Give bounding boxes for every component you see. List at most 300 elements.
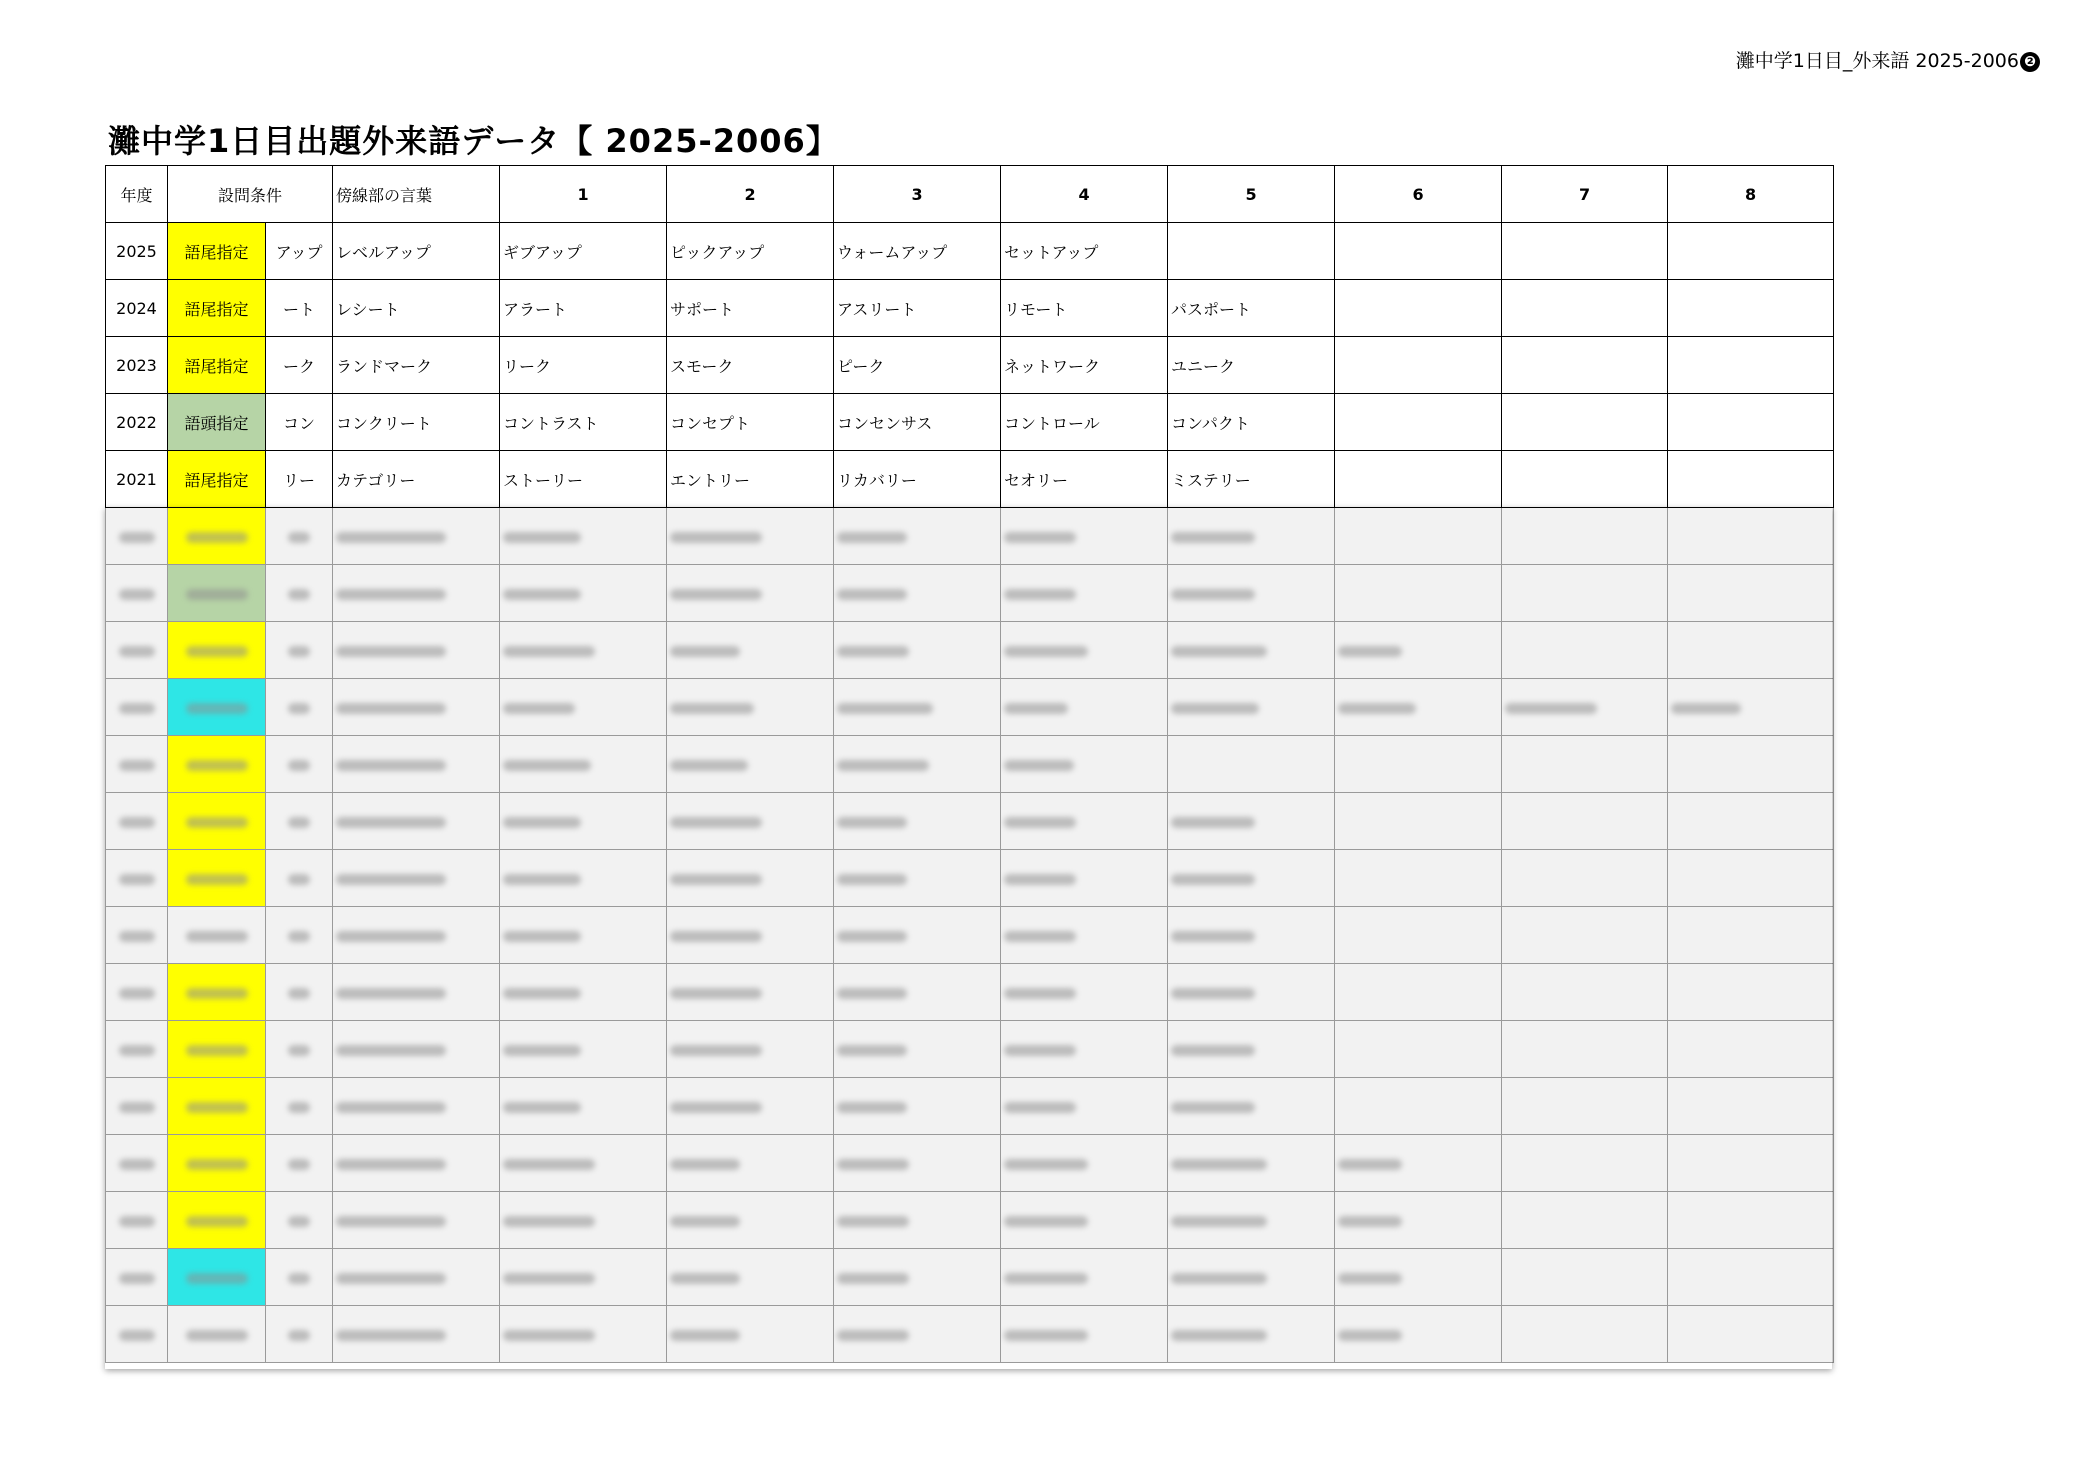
- blurred-text: [336, 532, 446, 543]
- vocabulary-table: [105, 165, 1834, 1363]
- answer-cell-4: [1001, 907, 1168, 964]
- answer-cell-8: [1668, 736, 1834, 793]
- blurred-text: [1004, 874, 1076, 885]
- blurred-text: [503, 1045, 581, 1056]
- answer-cell-7: [1502, 1249, 1668, 1306]
- answer-cell-2: [667, 850, 834, 907]
- blurred-text: [288, 1045, 310, 1056]
- header-col-7: 7: [1502, 166, 1668, 223]
- answer-cell-1: リーク: [500, 337, 667, 394]
- blurred-text: [1004, 1216, 1088, 1227]
- answer-cell-3: [834, 622, 1001, 679]
- answer-cell-2: コンセプト: [667, 394, 834, 451]
- answer-cell-4: [1001, 1192, 1168, 1249]
- answer-cell-2: [667, 793, 834, 850]
- answer-cell-2: [667, 1192, 834, 1249]
- blurred-table-row: [106, 1249, 1834, 1306]
- year-cell: [106, 1306, 168, 1363]
- condition-cell: [168, 1192, 266, 1249]
- answer-cell-1: [500, 1306, 667, 1363]
- condition-cell: [168, 850, 266, 907]
- answer-cell-3: [834, 1192, 1001, 1249]
- answer-cell-5: [1168, 508, 1335, 565]
- condition-cell: [168, 1021, 266, 1078]
- blurred-text: [1171, 703, 1259, 714]
- answer-cell-3: リカバリー: [834, 451, 1001, 508]
- answer-cell-4: ネットワーク: [1001, 337, 1168, 394]
- answer-cell-5: [1168, 1078, 1335, 1135]
- answer-cell-4: リモート: [1001, 280, 1168, 337]
- answer-cell-4: [1001, 1249, 1168, 1306]
- blurred-text: [837, 1330, 909, 1341]
- answer-cell-6: [1335, 394, 1502, 451]
- answer-cell-7: [1502, 337, 1668, 394]
- blurred-text: [670, 1330, 740, 1341]
- blurred-text: [336, 874, 446, 885]
- answer-cell-6: [1335, 622, 1502, 679]
- blurred-text: [1671, 703, 1741, 714]
- answer-cell-5: [1168, 1249, 1335, 1306]
- answer-cell-6: [1335, 964, 1502, 1021]
- blurred-text: [503, 532, 581, 543]
- answer-cell-7: [1502, 1021, 1668, 1078]
- blurred-text: [186, 589, 248, 600]
- answer-cell-4: [1001, 964, 1168, 1021]
- answer-cell-3: [834, 1135, 1001, 1192]
- blurred-text: [119, 1216, 155, 1227]
- answer-cell-5: [1168, 1192, 1335, 1249]
- blurred-text: [119, 589, 155, 600]
- answer-cell-5: [1168, 850, 1335, 907]
- key-cell: ーク: [266, 337, 333, 394]
- answer-cell-1: [500, 565, 667, 622]
- blurred-text: [288, 931, 310, 942]
- blurred-table-row: [106, 1135, 1834, 1192]
- blurred-text: [670, 646, 740, 657]
- answer-cell-2: [667, 1078, 834, 1135]
- blurred-text: [1004, 589, 1076, 600]
- answer-cell-4: [1001, 793, 1168, 850]
- blurred-text: [288, 1159, 310, 1170]
- blurred-text: [503, 1102, 581, 1113]
- answer-cell-6: [1335, 337, 1502, 394]
- underlined-word-cell: カテゴリー: [333, 451, 500, 508]
- condition-cell: 語頭指定: [168, 394, 266, 451]
- blurred-text: [1004, 532, 1076, 543]
- answer-cell-7: [1502, 394, 1668, 451]
- blurred-text: [1004, 1102, 1076, 1113]
- condition-cell: [168, 508, 266, 565]
- blurred-text: [503, 646, 595, 657]
- underlined-word-cell: [333, 793, 500, 850]
- answer-cell-6: [1335, 1135, 1502, 1192]
- answer-cell-8: [1668, 1192, 1834, 1249]
- condition-cell: [168, 1306, 266, 1363]
- blurred-text: [186, 760, 248, 771]
- answer-cell-3: [834, 736, 1001, 793]
- blurred-text: [119, 817, 155, 828]
- blurred-text: [336, 1045, 446, 1056]
- table-row: [106, 394, 1834, 451]
- answer-cell-5: [1168, 736, 1335, 793]
- answer-cell-1: [500, 1249, 667, 1306]
- answer-cell-6: [1335, 850, 1502, 907]
- blurred-text: [670, 589, 762, 600]
- answer-cell-8: [1668, 679, 1834, 736]
- blurred-text: [837, 703, 933, 714]
- blurred-text: [186, 931, 248, 942]
- answer-cell-5: ユニーク: [1168, 337, 1335, 394]
- year-cell: [106, 1249, 168, 1306]
- key-cell: [266, 1249, 333, 1306]
- underlined-word-cell: [333, 1135, 500, 1192]
- answer-cell-5: [1168, 964, 1335, 1021]
- blurred-text: [336, 703, 446, 714]
- underlined-word-cell: [333, 1021, 500, 1078]
- blurred-table-row: [106, 736, 1834, 793]
- blurred-text: [1004, 703, 1068, 714]
- blurred-text: [837, 1102, 907, 1113]
- underlined-word-cell: [333, 850, 500, 907]
- answer-cell-5: [1168, 223, 1335, 280]
- year-cell: 2022: [106, 394, 168, 451]
- blurred-text: [503, 1216, 595, 1227]
- answer-cell-4: セットアップ: [1001, 223, 1168, 280]
- answer-cell-1: [500, 964, 667, 1021]
- answer-cell-2: [667, 1021, 834, 1078]
- blurred-text: [503, 817, 581, 828]
- answer-cell-5: コンパクト: [1168, 394, 1335, 451]
- blurred-text: [670, 532, 762, 543]
- answer-cell-1: コントラスト: [500, 394, 667, 451]
- answer-cell-6: [1335, 280, 1502, 337]
- answer-cell-6: [1335, 793, 1502, 850]
- table-row: [106, 223, 1834, 280]
- answer-cell-5: [1168, 1306, 1335, 1363]
- table-row: [106, 451, 1834, 508]
- answer-cell-7: [1502, 1192, 1668, 1249]
- blurred-text: [670, 1216, 740, 1227]
- blurred-text: [288, 703, 310, 714]
- year-cell: [106, 1135, 168, 1192]
- condition-cell: [168, 1135, 266, 1192]
- blurred-text: [336, 1273, 446, 1284]
- answer-cell-1: [500, 679, 667, 736]
- answer-cell-1: [500, 907, 667, 964]
- blurred-text: [1505, 703, 1597, 714]
- answer-cell-5: [1168, 1135, 1335, 1192]
- answer-cell-4: [1001, 1078, 1168, 1135]
- blurred-text: [288, 1273, 310, 1284]
- blurred-text: [1338, 1330, 1402, 1341]
- underlined-word-cell: [333, 679, 500, 736]
- condition-cell: 語尾指定: [168, 280, 266, 337]
- year-cell: [106, 565, 168, 622]
- answer-cell-5: [1168, 565, 1335, 622]
- underlined-word-cell: [333, 736, 500, 793]
- blurred-text: [1171, 1159, 1267, 1170]
- underlined-word-cell: [333, 1192, 500, 1249]
- key-cell: [266, 736, 333, 793]
- underlined-word-cell: [333, 907, 500, 964]
- year-cell: 2021: [106, 451, 168, 508]
- header-col-1: 1: [500, 166, 667, 223]
- key-cell: [266, 850, 333, 907]
- blurred-table-row: [106, 622, 1834, 679]
- table-row: [106, 337, 1834, 394]
- blurred-text: [1171, 988, 1255, 999]
- blurred-text: [503, 931, 581, 942]
- answer-cell-3: [834, 850, 1001, 907]
- underlined-word-cell: [333, 1249, 500, 1306]
- answer-cell-1: [500, 793, 667, 850]
- answer-cell-2: [667, 964, 834, 1021]
- blurred-text: [288, 1330, 310, 1341]
- blurred-text: [670, 1045, 762, 1056]
- key-cell: [266, 1306, 333, 1363]
- header-year: 年度: [106, 166, 168, 223]
- year-cell: [106, 622, 168, 679]
- answer-cell-4: [1001, 1135, 1168, 1192]
- blurred-text: [336, 1102, 446, 1113]
- blurred-text: [1338, 703, 1416, 714]
- key-cell: アップ: [266, 223, 333, 280]
- page-number-badge: ❷: [2020, 52, 2040, 72]
- blurred-text: [1171, 817, 1255, 828]
- answer-cell-2: [667, 622, 834, 679]
- year-cell: [106, 1021, 168, 1078]
- answer-cell-4: [1001, 850, 1168, 907]
- answer-cell-3: コンセンサス: [834, 394, 1001, 451]
- blurred-text: [503, 589, 581, 600]
- year-cell: 2024: [106, 280, 168, 337]
- answer-cell-4: [1001, 1306, 1168, 1363]
- blurred-text: [503, 703, 575, 714]
- answer-cell-6: [1335, 1306, 1502, 1363]
- blurred-table-row: [106, 1306, 1834, 1363]
- key-cell: [266, 565, 333, 622]
- answer-cell-7: [1502, 907, 1668, 964]
- blurred-text: [670, 988, 762, 999]
- answer-cell-2: [667, 1306, 834, 1363]
- blurred-text: [288, 874, 310, 885]
- blurred-text: [288, 1102, 310, 1113]
- condition-cell: [168, 679, 266, 736]
- answer-cell-1: [500, 850, 667, 907]
- blurred-text: [186, 703, 248, 714]
- answer-cell-7: [1502, 280, 1668, 337]
- blurred-text: [1004, 817, 1076, 828]
- blurred-text: [288, 1216, 310, 1227]
- blurred-text: [288, 817, 310, 828]
- blurred-text: [288, 988, 310, 999]
- year-cell: [106, 1192, 168, 1249]
- answer-cell-7: [1502, 223, 1668, 280]
- condition-cell: [168, 736, 266, 793]
- header-col-8: 8: [1668, 166, 1834, 223]
- answer-cell-8: [1668, 1249, 1834, 1306]
- blurred-text: [837, 646, 909, 657]
- answer-cell-1: ストーリー: [500, 451, 667, 508]
- answer-cell-5: [1168, 1021, 1335, 1078]
- year-cell: 2023: [106, 337, 168, 394]
- condition-cell: [168, 964, 266, 1021]
- key-cell: ート: [266, 280, 333, 337]
- answer-cell-2: [667, 508, 834, 565]
- document-title: 灘中学1日目出題外来語データ【 2025-2006】: [108, 122, 839, 160]
- blurred-text: [119, 1102, 155, 1113]
- answer-cell-2: ピックアップ: [667, 223, 834, 280]
- header-col-6: 6: [1335, 166, 1502, 223]
- answer-cell-7: [1502, 964, 1668, 1021]
- answer-cell-8: [1668, 394, 1834, 451]
- condition-cell: 語尾指定: [168, 337, 266, 394]
- blurred-text: [336, 931, 446, 942]
- answer-cell-6: [1335, 223, 1502, 280]
- blurred-text: [336, 817, 446, 828]
- answer-cell-4: [1001, 679, 1168, 736]
- blurred-text: [186, 874, 248, 885]
- answer-cell-6: [1335, 1192, 1502, 1249]
- blurred-text: [186, 646, 248, 657]
- page-header: [1736, 46, 2040, 73]
- blurred-text: [837, 874, 907, 885]
- underlined-word-cell: [333, 622, 500, 679]
- blurred-text: [1004, 1330, 1088, 1341]
- answer-cell-4: [1001, 508, 1168, 565]
- key-cell: リー: [266, 451, 333, 508]
- condition-cell: [168, 793, 266, 850]
- blurred-text: [503, 760, 591, 771]
- year-cell: [106, 850, 168, 907]
- answer-cell-7: [1502, 1078, 1668, 1135]
- answer-cell-2: サポート: [667, 280, 834, 337]
- condition-cell: [168, 622, 266, 679]
- answer-cell-5: [1168, 622, 1335, 679]
- year-cell: [106, 679, 168, 736]
- blurred-text: [186, 817, 248, 828]
- answer-cell-1: [500, 622, 667, 679]
- key-cell: [266, 679, 333, 736]
- blurred-table-row: [106, 679, 1834, 736]
- condition-cell: [168, 1249, 266, 1306]
- blurred-text: [670, 817, 762, 828]
- answer-cell-3: [834, 1021, 1001, 1078]
- answer-cell-6: [1335, 679, 1502, 736]
- blurred-text: [1171, 1273, 1267, 1284]
- key-cell: コン: [266, 394, 333, 451]
- underlined-word-cell: [333, 1078, 500, 1135]
- blurred-table-row: [106, 850, 1834, 907]
- blurred-text: [1004, 1273, 1088, 1284]
- blurred-text: [1004, 931, 1076, 942]
- blurred-text: [670, 1159, 740, 1170]
- blurred-text: [670, 931, 762, 942]
- blurred-text: [186, 532, 248, 543]
- answer-cell-3: [834, 964, 1001, 1021]
- answer-cell-1: [500, 1192, 667, 1249]
- answer-cell-1: [500, 508, 667, 565]
- answer-cell-1: [500, 1021, 667, 1078]
- year-cell: [106, 736, 168, 793]
- page-header-text: 灘中学1日目_外来語 2025-2006: [1735, 50, 2019, 72]
- answer-cell-2: エントリー: [667, 451, 834, 508]
- blurred-text: [670, 703, 754, 714]
- blurred-text: [119, 1159, 155, 1170]
- answer-cell-8: [1668, 223, 1834, 280]
- answer-cell-6: [1335, 1078, 1502, 1135]
- answer-cell-4: [1001, 622, 1168, 679]
- answer-cell-3: ピーク: [834, 337, 1001, 394]
- blurred-text: [119, 703, 155, 714]
- answer-cell-4: [1001, 565, 1168, 622]
- blurred-text: [336, 589, 446, 600]
- year-cell: [106, 793, 168, 850]
- answer-cell-2: スモーク: [667, 337, 834, 394]
- answer-cell-8: [1668, 451, 1834, 508]
- key-cell: [266, 508, 333, 565]
- blurred-text: [119, 760, 155, 771]
- key-cell: [266, 907, 333, 964]
- header-condition: 設問条件: [168, 166, 333, 223]
- blurred-text: [186, 1273, 248, 1284]
- answer-cell-3: [834, 1306, 1001, 1363]
- blurred-table-row: [106, 508, 1834, 565]
- blurred-table-row: [106, 565, 1834, 622]
- answer-cell-3: ウォームアップ: [834, 223, 1001, 280]
- answer-cell-2: [667, 1135, 834, 1192]
- answer-cell-1: アラート: [500, 280, 667, 337]
- blurred-text: [119, 1045, 155, 1056]
- answer-cell-7: [1502, 850, 1668, 907]
- condition-cell: [168, 565, 266, 622]
- answer-cell-8: [1668, 337, 1834, 394]
- answer-cell-4: コントロール: [1001, 394, 1168, 451]
- blurred-text: [186, 1159, 248, 1170]
- answer-cell-8: [1668, 1306, 1834, 1363]
- answer-cell-5: [1168, 793, 1335, 850]
- answer-cell-4: [1001, 1021, 1168, 1078]
- underlined-word-cell: レシート: [333, 280, 500, 337]
- answer-cell-5: [1168, 679, 1335, 736]
- year-cell: [106, 508, 168, 565]
- answer-cell-8: [1668, 1078, 1834, 1135]
- blurred-text: [186, 1330, 248, 1341]
- answer-cell-7: [1502, 508, 1668, 565]
- answer-cell-3: [834, 508, 1001, 565]
- blurred-text: [1004, 1045, 1076, 1056]
- blurred-table-row: [106, 793, 1834, 850]
- answer-cell-2: [667, 679, 834, 736]
- blurred-text: [1171, 589, 1255, 600]
- header-col-5: 5: [1168, 166, 1335, 223]
- key-cell: [266, 964, 333, 1021]
- answer-cell-1: [500, 736, 667, 793]
- blurred-text: [1004, 760, 1074, 771]
- blurred-text: [288, 532, 310, 543]
- blurred-text: [186, 1045, 248, 1056]
- blurred-text: [1004, 646, 1088, 657]
- blurred-text: [837, 1273, 909, 1284]
- underlined-word-cell: [333, 565, 500, 622]
- blurred-text: [670, 874, 762, 885]
- blurred-table-row: [106, 1192, 1834, 1249]
- underlined-word-cell: [333, 508, 500, 565]
- answer-cell-5: ミステリー: [1168, 451, 1335, 508]
- blurred-text: [670, 760, 748, 771]
- underlined-word-cell: レベルアップ: [333, 223, 500, 280]
- blurred-text: [119, 874, 155, 885]
